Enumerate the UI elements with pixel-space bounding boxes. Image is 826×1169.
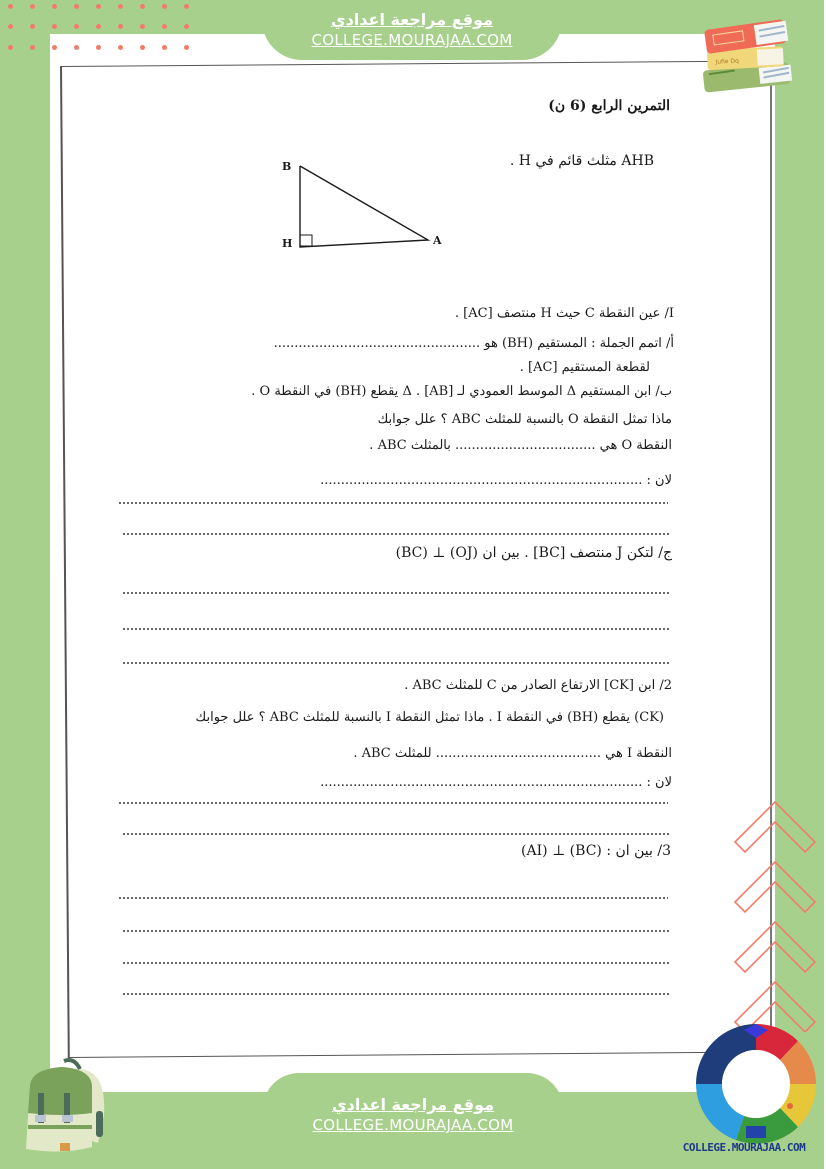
logo-caption: COLLEGE.MOURAJAA.COM	[682, 1141, 806, 1154]
answer-dotted-line[interactable]	[118, 897, 668, 899]
exercise-intro: AHB مثلث قائم في H .	[509, 153, 654, 169]
vertex-b-label: B	[282, 160, 292, 173]
school-subjects-logo	[694, 1022, 818, 1146]
answer-dotted-line[interactable]	[122, 628, 670, 630]
site-arabic-name: موقع مراجعة اعدادي	[331, 1095, 495, 1114]
question-1b: ب/ ابن المستقيم Δ الموسط العمودي لـ [AB] . Δ يقطع (BH) في النقطة O .	[251, 384, 672, 399]
answer-dotted-line[interactable]	[122, 533, 670, 535]
answer-dotted-line[interactable]	[122, 592, 670, 594]
up-chevrons-icon	[732, 792, 822, 1032]
backpack-icon	[12, 1055, 112, 1160]
vertex-h-label: H	[282, 237, 293, 250]
question-1a: أ/ اتمم الجملة : المستقيم (BH) هو ..................................................	[273, 336, 674, 351]
vertex-a-label: A	[433, 234, 442, 247]
answer-dotted-line[interactable]	[122, 833, 670, 835]
question-2-ask: (CK) يقطع (BH) في النقطة I . ماذا تمثل النقطة I بالنسبة للمثلث ABC ؟ علل جوابك	[195, 710, 664, 725]
answer-dotted-line[interactable]	[122, 962, 670, 964]
answer-dotted-line[interactable]	[122, 930, 670, 932]
answer-dotted-line[interactable]	[118, 802, 668, 804]
because-1: لان : ..............................................................................	[320, 473, 672, 488]
question-3: 3/ بين ان : (BC) ⊥ (AI)	[521, 843, 671, 859]
answer-i-is: النقطة I هي ........................................ للمثلث ABC .	[353, 746, 672, 761]
question-1c: ج/ لتكن J منتصف [BC] . بين ان (OJ) ⊥ (BC)	[395, 545, 672, 561]
answer-dotted-line[interactable]	[122, 662, 670, 664]
bottom-site-banner[interactable]	[263, 1073, 563, 1169]
question-1: I/ عين النقطة C حيث H منتصف [AC] .	[454, 306, 674, 321]
svg-text:Jufie Dq: Jufie Dq	[715, 57, 740, 66]
exercise-title: التمرين الرابع (6 ن)	[548, 98, 670, 114]
answer-dotted-line[interactable]	[118, 502, 668, 504]
answer-o-is: النقطة O هي .................................. بالمثلث ABC .	[369, 438, 672, 453]
site-arabic-name: موقع مراجعة اعدادي	[330, 10, 494, 29]
question-1a-cont: لقطعة المستقيم [AC] .	[519, 360, 650, 375]
question-2: 2/ ابن [CK] الارتفاع الصادر من C للمثلث ABC .	[404, 678, 672, 693]
site-url-link[interactable]: COLLEGE.MOURAJAA.COM	[311, 31, 513, 49]
site-url-link[interactable]: COLLEGE.MOURAJAA.COM	[312, 1116, 514, 1134]
answer-dotted-line[interactable]	[122, 993, 670, 995]
question-1b-ask: ماذا تمثل النقطة O بالنسبة للمثلث ABC ؟ علل جوابك	[377, 412, 672, 427]
because-2: لان : ..............................................................................	[320, 775, 672, 790]
